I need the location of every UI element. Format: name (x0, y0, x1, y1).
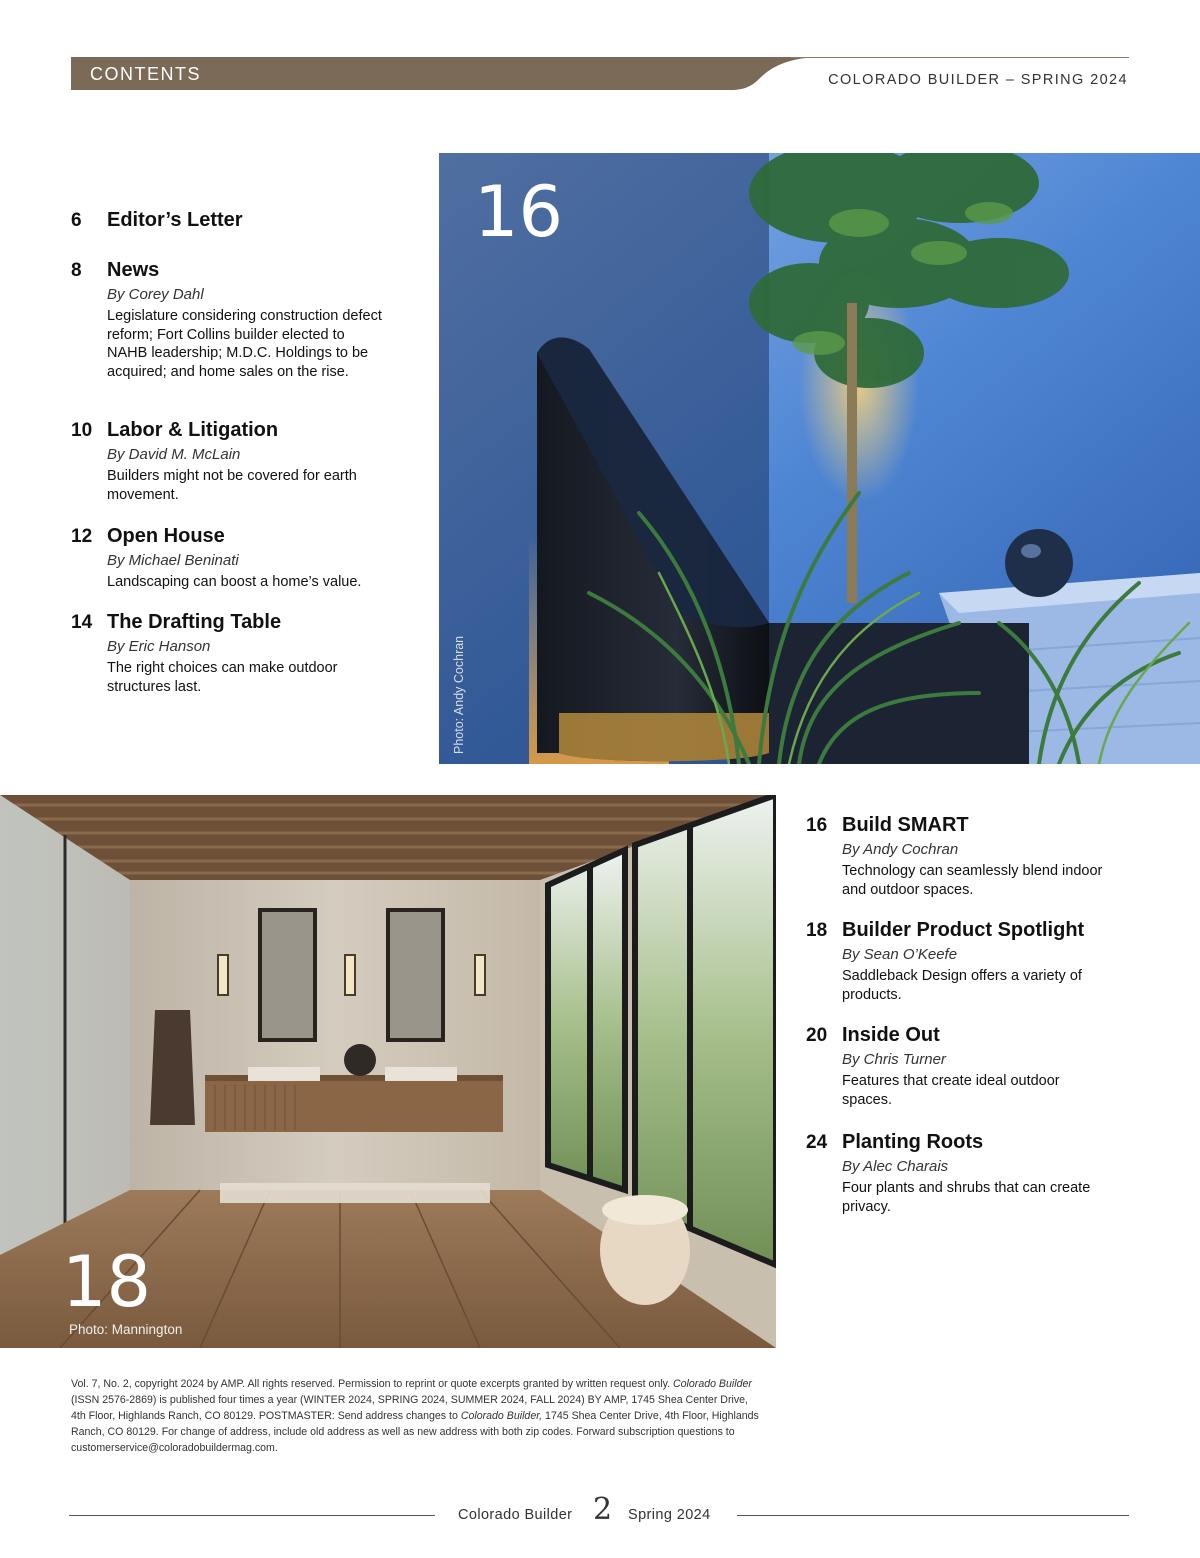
footer-issue: Spring 2024 (628, 1507, 711, 1523)
toc-title: Build SMART (842, 814, 969, 836)
toc-description: Technology can seamlessly blend indoor and outdoor spaces. (842, 863, 1103, 898)
footer-publication: Colorado Builder (458, 1507, 573, 1523)
footer-rule-right (737, 1515, 1129, 1516)
toc-page-number: 20 (806, 1025, 828, 1046)
toc-title: Planting Roots (842, 1131, 984, 1153)
copyright-fineprint (71, 1376, 761, 1456)
toc-author: By David M. McLain (107, 446, 241, 463)
toc-author: By Sean O’Keefe (842, 946, 958, 963)
toc-description: Features that create ideal outdoor spaces. (842, 1073, 1060, 1108)
toc-author: By Corey Dahl (107, 286, 204, 303)
toc-title: Labor & Litigation (107, 419, 279, 441)
toc-page-number: 18 (806, 920, 828, 941)
toc-title: Inside Out (842, 1024, 940, 1046)
fineprint-publication-title: Colorado Builder (673, 1378, 752, 1390)
toc-page-number: 24 (806, 1132, 828, 1153)
bathroom-photo (0, 795, 776, 1348)
photo-page-label: 16 (474, 171, 564, 253)
toc-author: By Andy Cochran (842, 841, 959, 858)
page-number: 2 (593, 1492, 613, 1527)
toc-author: By Michael Beninati (107, 552, 239, 569)
toc-title: Open House (107, 525, 225, 547)
fineprint-publication-title: Colorado Builder, (460, 1410, 543, 1422)
toc-page-number: 14 (71, 612, 93, 633)
toc-page-number: 12 (71, 526, 93, 547)
toc-title: The Drafting Table (107, 611, 282, 633)
fineprint-line: (ISSN 2576-2869) is published four times a year (WINTER 2024, SPRING 2024, SUMMER 2024, FALL 2024) BY AMP, 1745 Shea Center Drive, 4th Floor, Highlands Ranch, CO 80129. POSTMASTER: Send address changes to (71, 1394, 748, 1422)
footer-rule-left (69, 1515, 435, 1516)
toc-page-number: 8 (71, 260, 82, 281)
garden-speaker-photo (439, 153, 1200, 764)
photo-credit: Photo: Andy Cochran (452, 635, 466, 754)
toc-author: By Chris Turner (842, 1051, 946, 1068)
toc-page-number: 10 (71, 420, 93, 441)
toc-title: News (107, 259, 160, 281)
toc-page-number: 6 (71, 210, 82, 231)
toc-title: Editor’s Letter (107, 209, 243, 231)
toc-author: By Alec Charais (842, 1158, 949, 1175)
section-label: CONTENTS (90, 64, 201, 84)
photo-page-label: 18 (62, 1241, 152, 1323)
toc-page-number: 16 (806, 815, 828, 836)
publication-issue: COLORADO BUILDER – SPRING 2024 (828, 72, 1128, 88)
photo-credit: Photo: Mannington (69, 1322, 183, 1337)
header-rule (790, 57, 1129, 58)
toc-author: By Eric Hanson (107, 638, 211, 655)
toc-description: Landscaping can boost a home’s value. (107, 574, 362, 590)
toc-description: The right choices can make outdoor structures last. (107, 660, 338, 695)
toc-description: Saddleback Design offers a variety of products. (842, 968, 1082, 1003)
toc-description: Four plants and shrubs that can create privacy. (842, 1180, 1091, 1215)
fineprint-line: 1745 Shea Center Drive, 4th Floor, Highlands Ranch, CO 80129. For change of address, include old address as well as new address with both zip codes. Forward subscription questions to customerservice@coloradobuildermag.com. (71, 1410, 759, 1454)
section-header-bar (71, 57, 816, 90)
toc-description: Legislature considering construction defect reform; Fort Collins builder elected to NAHB leadership; M.D.C. Holdings to be acquired; and home sales on the rise. (107, 308, 382, 380)
fineprint-line: Vol. 7, No. 2, copyright 2024 by AMP. All rights reserved. Permission to reprint or quote excerpts granted by written request only. (71, 1378, 671, 1390)
toc-title: Builder Product Spotlight (842, 919, 1085, 941)
toc-description: Builders might not be covered for earth movement. (107, 468, 357, 503)
